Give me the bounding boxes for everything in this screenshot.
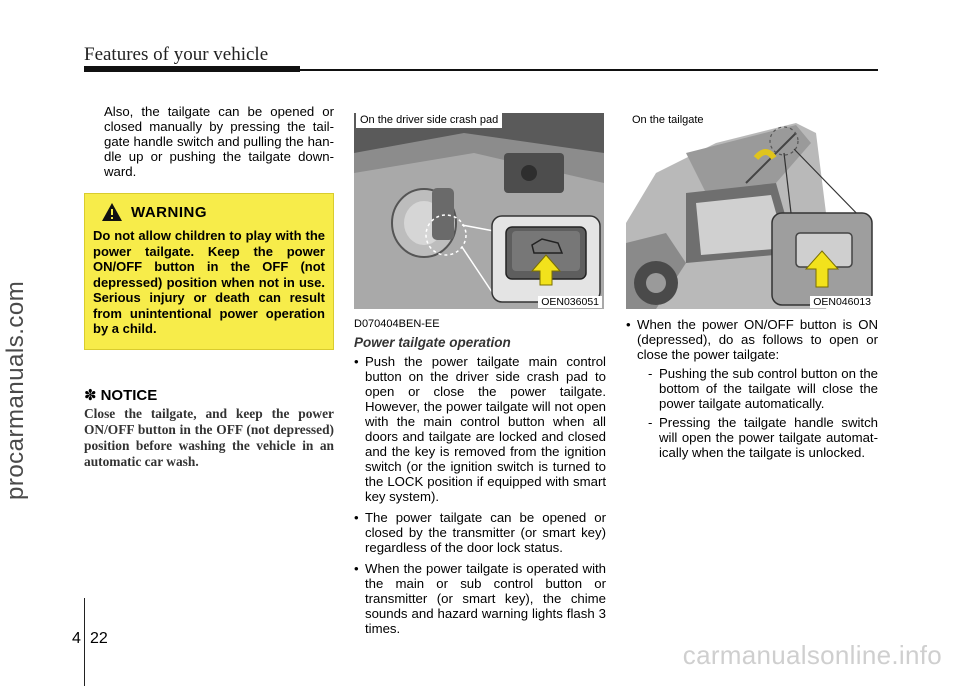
warning-title: WARNING [131, 203, 207, 221]
left-column [84, 104, 334, 470]
header-rule-thin [300, 69, 878, 71]
tailgate-illustration [626, 113, 876, 309]
warning-triangle-icon [101, 202, 123, 222]
list-item: • When the power ON/OFF button is ON (depressed), do as follows to open or close the power tailgate: - Pushing the sub control button on the bottom of the tailgate will close the power tailgate automatically. - Pressing the tailgate handle switch will open the power tailgate automat-ically when the tailgate is unlocked. [626, 317, 878, 460]
photo-code-crash-pad: OEN036051 [538, 296, 602, 308]
notice-asterisk-icon: ✽ [84, 386, 97, 404]
list-item: • Push the power tailgate main control button on the driver side crash pad to open or close the power tailgate. However, the power tailgate will not open with the main control button when all doors and tailgate are locked and closed and the key is removed from the ignition switch (or the ignition switch is turned to the LOCK position if equipped with smart key system). [354, 354, 606, 504]
list-item: • When the power tailgate is operated with the main or sub control button or transmitter (or smart key), the chime sounds and hazard warning lights flash 3 times. [354, 561, 606, 636]
tailgate-photo [626, 113, 876, 309]
notice-title: NOTICE [100, 386, 158, 404]
notice-heading [84, 388, 334, 403]
header-rule-thick [84, 66, 300, 72]
operation-bullet-list [354, 354, 606, 636]
chapter-number: 4 [72, 630, 81, 647]
warning-box [84, 193, 334, 350]
sub-list-item: - Pushing the sub control button on the bottom of the tailgate will close the power tailgate automatically. [648, 366, 878, 411]
sub-item-list [648, 366, 878, 460]
crash-pad-photo [354, 113, 604, 309]
side-watermark: procarmanuals.com [2, 280, 29, 500]
right-column [626, 113, 878, 466]
photo-caption-crash-pad: On the driver side crash pad [356, 113, 502, 128]
page-number: 22 [90, 630, 108, 647]
footer-divider [84, 598, 85, 686]
notice-text: Close the tailgate, and keep the power ON/OFF button in the OFF (not depressed) position before washing the vehicle in an automatic car wash. [84, 405, 334, 469]
warning-text: Do not allow children to play with the power tailgate. Keep the power ON/OFF button in the OFF (not depressed) position when not in use. Serious injury or death can result from unintentional power operation by a child. [93, 228, 325, 336]
page-header-title: Features of your vehicle [84, 44, 269, 65]
section-title: Power tailgate operation [354, 335, 511, 350]
list-item: • The power tailgate can be opened or closed by the transmitter (or smart key) regardless of the door lock status. [354, 510, 606, 555]
intro-paragraph: Also, the tailgate can be opened or closed manually by pressing the tail-gate handle switch and pulling the han-dle up or pushing the tailgate down-ward. [104, 104, 334, 179]
photo-code-tailgate: OEN046013 [810, 296, 874, 308]
middle-column [354, 113, 606, 642]
sub-list-item: - Pressing the tailgate handle switch will open the power tailgate automat-ically when the tailgate is unlocked. [648, 415, 878, 460]
warning-header [101, 202, 325, 222]
document-code: D070404BEN-EE [354, 318, 440, 330]
crash-pad-illustration [354, 113, 604, 309]
photo-caption-tailgate: On the tailgate [628, 113, 708, 128]
bottom-watermark: carmanualsonline.info [682, 640, 942, 670]
tailgate-bullet-list [626, 317, 878, 460]
